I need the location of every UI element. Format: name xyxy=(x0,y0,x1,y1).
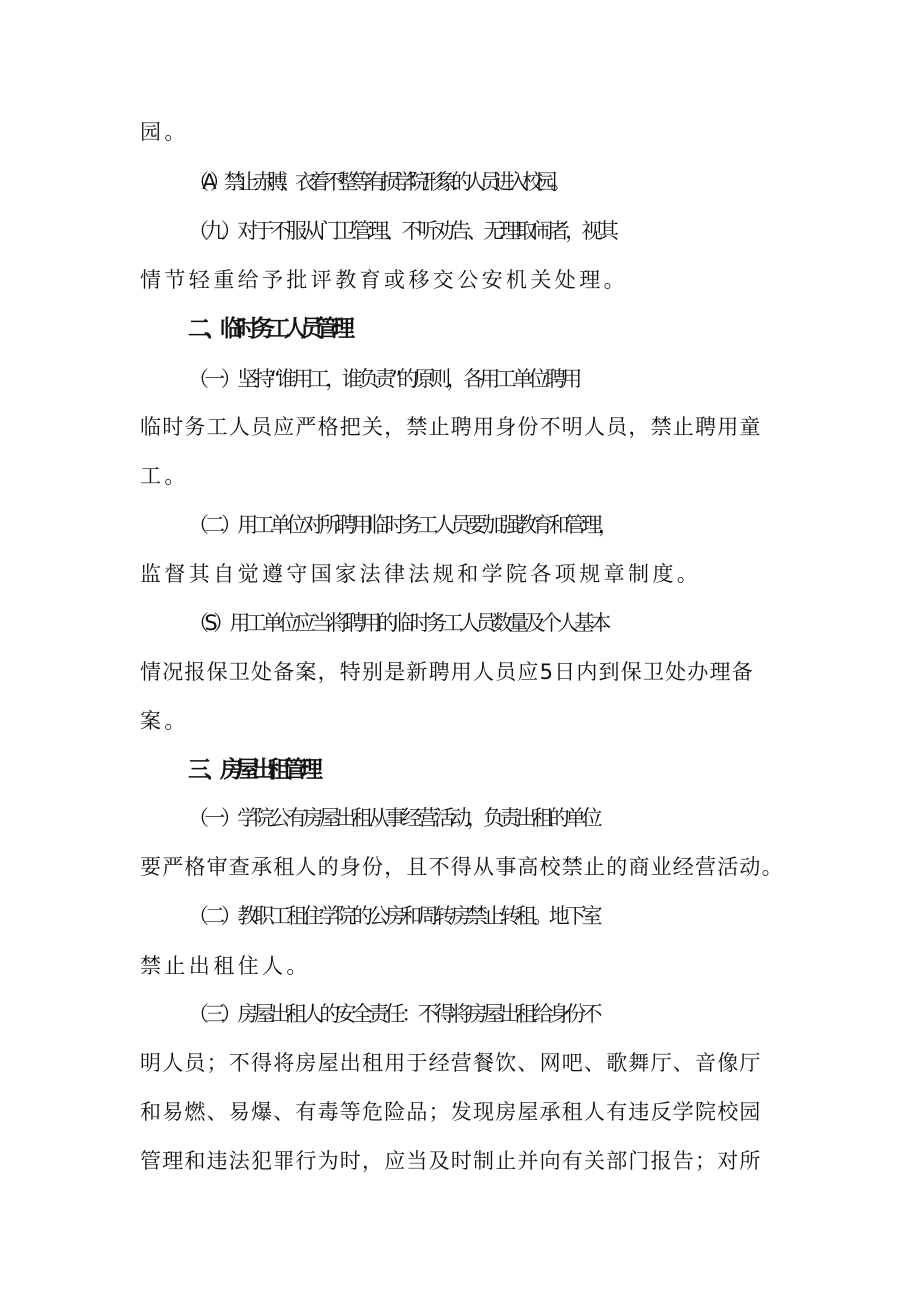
paragraph-line: 明人员；不得将房屋出租用于经营餐饮、网吧、歌舞厅、音像厅 xyxy=(140,1051,762,1075)
paragraph-line: 和易燃、易爆、有毒等危险品；发现房屋承租人有违反学院校园 xyxy=(140,1100,762,1124)
paragraph-line: 园。 xyxy=(140,120,189,144)
paragraph-line: 监督其自觉遵守国家法律法规和学院各项规章制度。 xyxy=(140,562,702,586)
paragraph-line: （A）禁止赤膊、衣着不整等有损学院形象的人员进入校园。 xyxy=(188,170,565,194)
paragraph-line: （九）对于不服从门卫管理、不听劝告、无理取闹者，视其 xyxy=(188,219,615,243)
paragraph-line: （三）房屋出租人的安全责任：不得将房屋出租给身份不 xyxy=(188,1002,598,1026)
paragraph-line: 案。 xyxy=(140,709,189,733)
paragraph-line: 要严格审查承租人的身份，且不得从事高校禁止的商业经营活动。 xyxy=(140,855,784,879)
paragraph-line: 工。 xyxy=(140,464,189,488)
paragraph-line: 情况报保卫处备案，特别是新聘用人员应5日内到保卫处办理备 xyxy=(140,660,754,684)
paragraph-line: （一）学院公有房屋出租从事经营活动，负责出租的单位 xyxy=(188,806,598,830)
paragraph-line: （S）用工单位应当将聘用的临时务工人员数量及个人基本 xyxy=(188,611,607,635)
paragraph-line: 禁止出租住人。 xyxy=(140,954,311,978)
paragraph-line: 管理和违法犯罪行为时，应当及时制止并向有关部门报告；对所 xyxy=(140,1149,762,1173)
paragraph-line: （一）坚持“谁用工，谁负责”的原则，各用工单位聘用 xyxy=(188,367,578,391)
section-heading: 三、房屋出租管理 xyxy=(188,757,316,783)
paragraph-line: 临时务工人员应严格把关，禁止聘用身份不明人员，禁止聘用童 xyxy=(140,415,762,439)
paragraph-line: 情节轻重给予批评教育或移交公安机关处理。 xyxy=(140,268,628,292)
section-heading: 二、临时务工人员管理 xyxy=(188,316,348,342)
paragraph-line: （二）用工单位对所聘用临时务工人员要加强教育和管理， xyxy=(188,513,615,537)
paragraph-line: （二）教职工租住学院的公房和周转房禁止转租。地下室 xyxy=(188,904,598,928)
